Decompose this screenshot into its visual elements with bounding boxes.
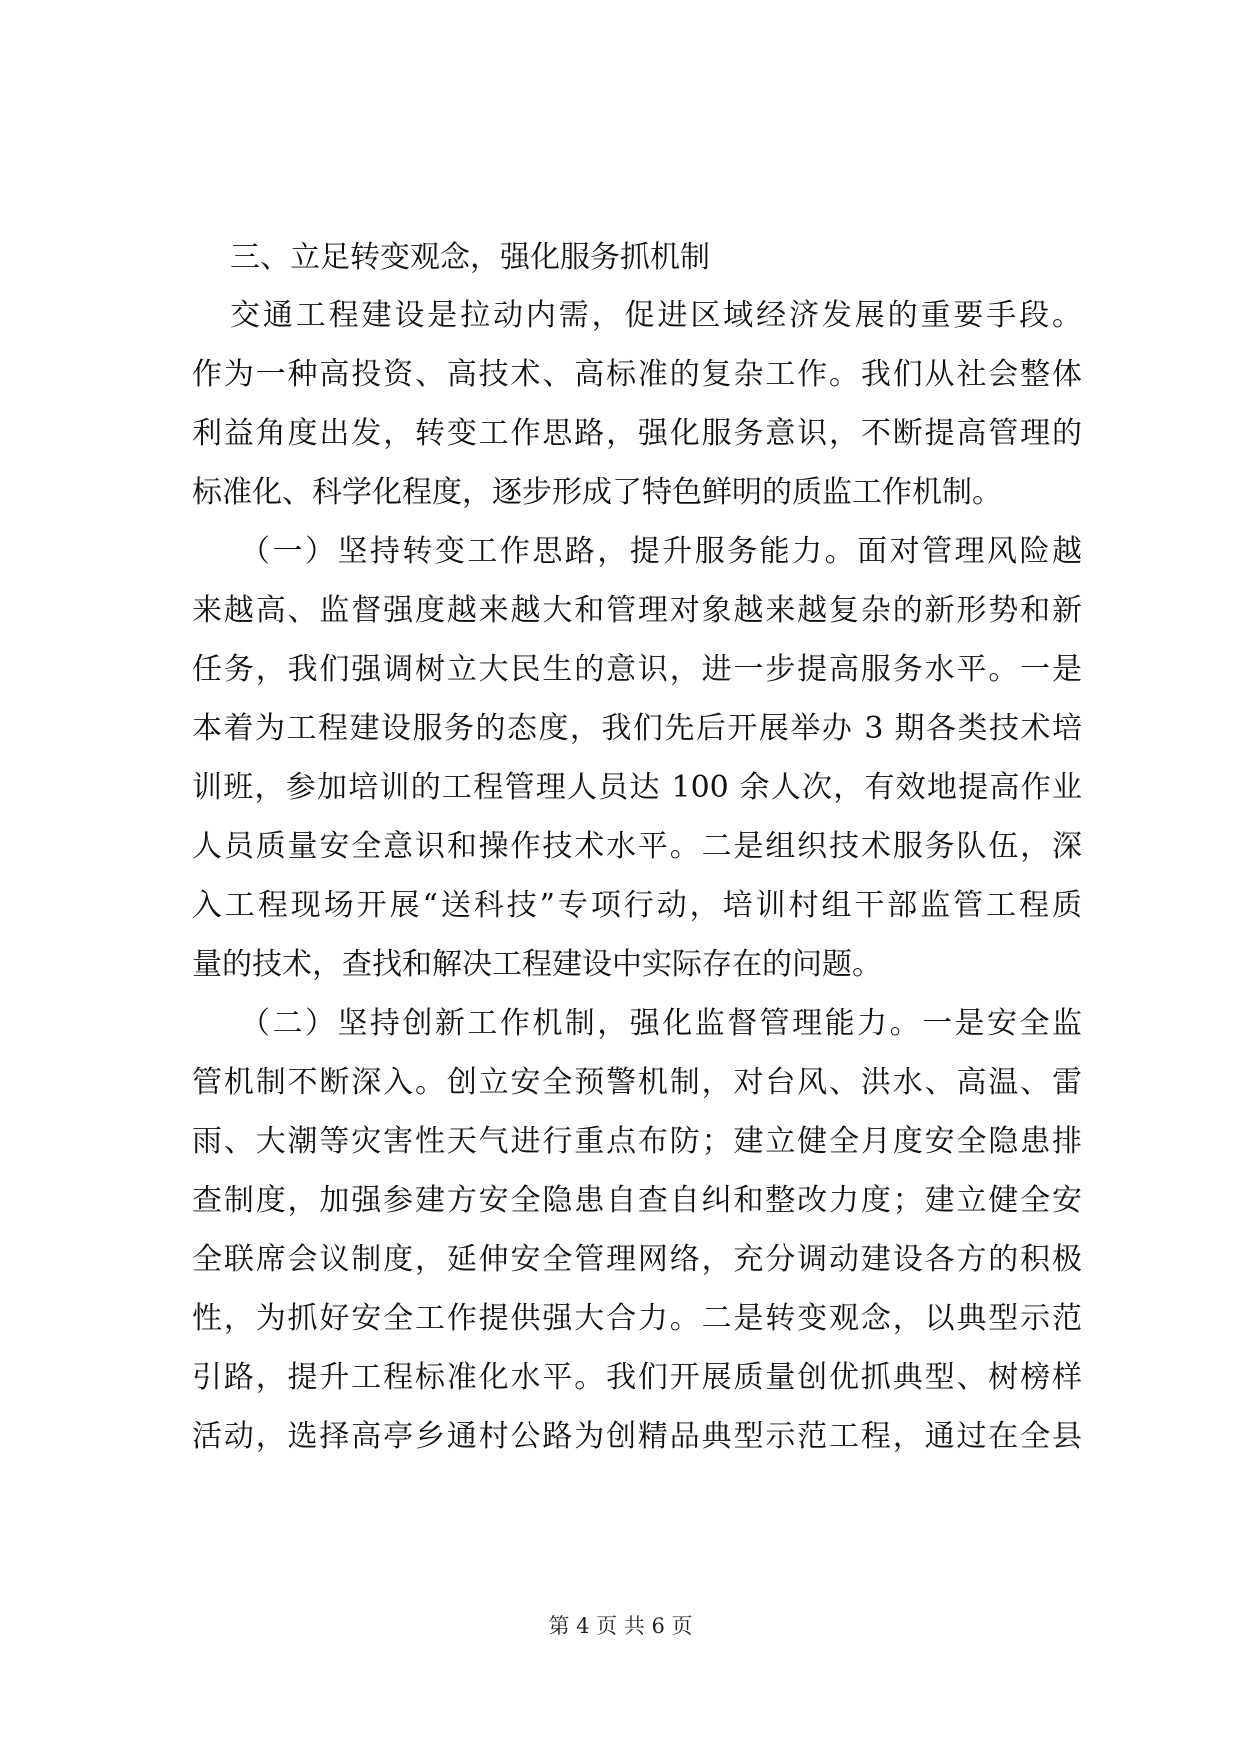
paragraph-line: 引路，提升工程标准化水平。我们开展质量创优抓典型、树榜样 bbox=[192, 1360, 1082, 1395]
paragraph-line: 来越高、监督强度越来越大和管理对象越来越复杂的新形势和新 bbox=[192, 593, 1082, 628]
section-heading: 三、立足转变观念，强化服务抓机制 bbox=[230, 240, 710, 275]
paragraph-line: 查制度，加强参建方安全隐患自查自纠和整改力度；建立健全安 bbox=[192, 1183, 1082, 1218]
paragraph-line: （二）坚持创新工作机制，强化监督管理能力。一是安全监 bbox=[240, 1006, 1082, 1041]
paragraph-line: 交通工程建设是拉动内需，促进区域经济发展的重要手段。 bbox=[230, 298, 1082, 333]
paragraph-line: 人员质量安全意识和操作技术水平。二是组织技术服务队伍，深 bbox=[192, 829, 1082, 864]
paragraph-line: 作为一种高投资、高技术、高标准的复杂工作。我们从社会整体 bbox=[192, 357, 1082, 392]
paragraph-line: 本着为工程建设服务的态度，我们先后开展举办 3 期各类技术培 bbox=[192, 711, 1082, 746]
page-number-footer: 第 4 页 共 6 页 bbox=[548, 1614, 693, 1638]
paragraph-line: 任务，我们强调树立大民生的意识，进一步提高服务水平。一是 bbox=[192, 652, 1082, 687]
paragraph-line: 入工程现场开展“送科技”专项行动，培训村组干部监管工程质 bbox=[192, 888, 1082, 923]
paragraph-line: 管机制不断深入。创立安全预警机制，对台风、洪水、高温、雷 bbox=[192, 1065, 1082, 1100]
paragraph-line: 量的技术，查找和解决工程建设中实际存在的问题。 bbox=[192, 947, 882, 982]
paragraph-line: 标准化、科学化程度，逐步形成了特色鲜明的质监工作机制。 bbox=[192, 475, 1002, 510]
paragraph-line: 利益角度出发，转变工作思路，强化服务意识，不断提高管理的 bbox=[192, 416, 1082, 451]
paragraph-line: 性，为抓好安全工作提供强大合力。二是转变观念，以典型示范 bbox=[192, 1301, 1082, 1336]
paragraph-line: 全联席会议制度，延伸安全管理网络，充分调动建设各方的积极 bbox=[192, 1242, 1082, 1277]
paragraph-line: 活动，选择高亭乡通村公路为创精品典型示范工程，通过在全县 bbox=[192, 1419, 1082, 1454]
paragraph-line: （一）坚持转变工作思路，提升服务能力。面对管理风险越 bbox=[240, 534, 1082, 569]
paragraph-line: 训班，参加培训的工程管理人员达 100 余人次，有效地提高作业 bbox=[192, 770, 1082, 805]
paragraph-line: 雨、大潮等灾害性天气进行重点布防；建立健全月度安全隐患排 bbox=[192, 1124, 1082, 1159]
